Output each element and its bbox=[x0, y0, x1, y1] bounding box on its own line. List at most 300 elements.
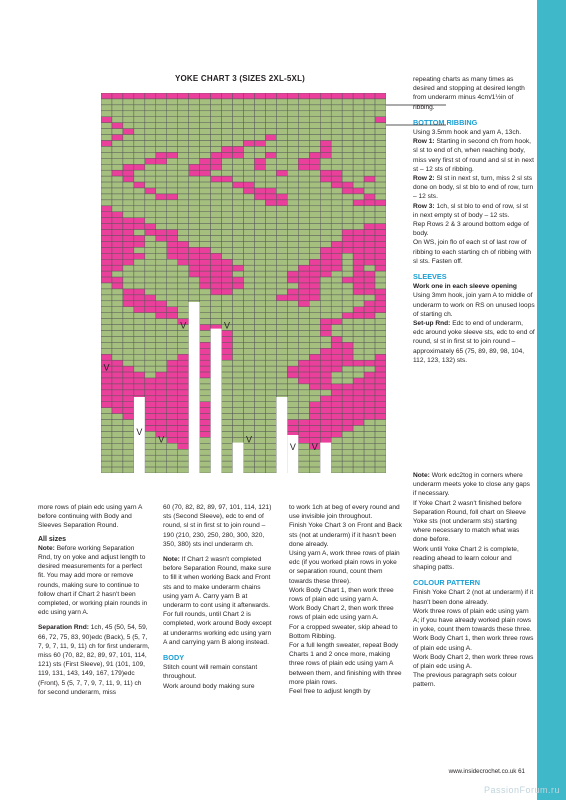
chart-cell bbox=[298, 414, 309, 420]
chart-cell bbox=[342, 360, 353, 366]
chart-cell bbox=[244, 212, 255, 218]
watermark: PassionForum.ru bbox=[483, 785, 560, 795]
chart-cell bbox=[178, 455, 189, 461]
chart-gap bbox=[233, 443, 244, 473]
chart-cell bbox=[298, 366, 309, 372]
chart-cell bbox=[200, 135, 211, 141]
chart-cell bbox=[112, 420, 123, 426]
chart-cell bbox=[233, 277, 244, 283]
chart-cell bbox=[276, 236, 287, 242]
chart-cell bbox=[375, 313, 386, 319]
paragraph bbox=[413, 174, 535, 202]
chart-cell bbox=[244, 307, 255, 313]
chart-cell bbox=[145, 135, 156, 141]
chart-cell bbox=[320, 271, 331, 277]
chart-cell bbox=[298, 277, 309, 283]
chart-cell bbox=[342, 443, 353, 449]
chart-cell bbox=[178, 307, 189, 313]
chart-cell bbox=[331, 378, 342, 384]
chart-cell bbox=[134, 141, 145, 147]
chart-cell bbox=[298, 117, 309, 123]
chart-cell bbox=[211, 206, 222, 212]
chart-cell bbox=[211, 319, 222, 325]
chart-cell bbox=[123, 271, 134, 277]
chart-cell bbox=[254, 366, 265, 372]
chart-cell bbox=[145, 289, 156, 295]
chart-cell bbox=[244, 342, 255, 348]
chart-cell bbox=[342, 277, 353, 283]
chart-cell bbox=[134, 188, 145, 194]
chart-cell bbox=[364, 182, 375, 188]
chart-cell bbox=[298, 354, 309, 360]
chart-cell bbox=[244, 467, 255, 473]
chart-cell bbox=[156, 289, 167, 295]
chart-cell bbox=[353, 443, 364, 449]
chart-cell bbox=[353, 224, 364, 230]
chart-cell bbox=[331, 146, 342, 152]
chart-cell bbox=[331, 396, 342, 402]
chart-cell bbox=[287, 206, 298, 212]
chart-cell bbox=[101, 117, 112, 123]
chart-cell bbox=[309, 301, 320, 307]
chart-cell bbox=[342, 111, 353, 117]
chart-cell bbox=[375, 348, 386, 354]
paragraph: The previous paragraph sets colour pattern. bbox=[413, 672, 517, 689]
chart-cell bbox=[178, 443, 189, 449]
stitch-marker-v: V bbox=[158, 434, 165, 445]
chart-cell bbox=[265, 141, 276, 147]
chart-cell bbox=[156, 236, 167, 242]
chart-cell bbox=[233, 301, 244, 307]
chart-cell bbox=[211, 176, 222, 182]
chart-cell bbox=[331, 354, 342, 360]
chart-cell bbox=[287, 194, 298, 200]
chart-cell bbox=[222, 152, 233, 158]
chart-cell bbox=[167, 253, 178, 259]
chart-cell bbox=[222, 117, 233, 123]
chart-cell bbox=[309, 467, 320, 473]
chart-cell bbox=[342, 307, 353, 313]
chart-cell bbox=[298, 384, 309, 390]
chart-cell bbox=[254, 135, 265, 141]
chart-cell bbox=[134, 129, 145, 135]
chart-cell bbox=[101, 461, 112, 467]
chart-cell bbox=[309, 224, 320, 230]
chart-cell bbox=[320, 176, 331, 182]
chart-cell bbox=[265, 236, 276, 242]
chart-cell bbox=[298, 265, 309, 271]
chart-cell bbox=[320, 396, 331, 402]
chart-cell bbox=[200, 408, 211, 414]
chart-cell bbox=[265, 325, 276, 331]
chart-cell bbox=[123, 354, 134, 360]
chart-cell bbox=[145, 414, 156, 420]
chart-cell bbox=[200, 360, 211, 366]
chart-cell bbox=[342, 396, 353, 402]
chart-cell bbox=[112, 146, 123, 152]
chart-cell bbox=[101, 164, 112, 170]
chart-cell bbox=[112, 230, 123, 236]
chart-cell bbox=[167, 390, 178, 396]
chart-cell bbox=[331, 408, 342, 414]
chart-cell bbox=[101, 283, 112, 289]
chart-cell bbox=[244, 241, 255, 247]
chart-cell bbox=[364, 414, 375, 420]
chart-cell bbox=[222, 342, 233, 348]
chart-cell bbox=[287, 354, 298, 360]
chart-cell bbox=[375, 123, 386, 129]
paragraph bbox=[163, 555, 276, 647]
chart-cell bbox=[254, 99, 265, 105]
chart-cell bbox=[222, 354, 233, 360]
chart-cell bbox=[101, 414, 112, 420]
chart-cell bbox=[244, 301, 255, 307]
chart-cell bbox=[254, 283, 265, 289]
chart-cell bbox=[276, 259, 287, 265]
chart-cell bbox=[189, 194, 200, 200]
chart-cell bbox=[101, 218, 112, 224]
chart-cell bbox=[353, 437, 364, 443]
chart-cell bbox=[134, 135, 145, 141]
chart-cell bbox=[167, 170, 178, 176]
chart-cell bbox=[375, 176, 386, 182]
chart-cell bbox=[309, 259, 320, 265]
chart-cell bbox=[353, 408, 364, 414]
chart-cell bbox=[156, 372, 167, 378]
chart-cell bbox=[145, 420, 156, 426]
chart-cell bbox=[309, 384, 320, 390]
chart-cell bbox=[233, 331, 244, 337]
chart-cell bbox=[364, 146, 375, 152]
chart-cell bbox=[364, 141, 375, 147]
chart-cell bbox=[244, 259, 255, 265]
chart-cell bbox=[233, 135, 244, 141]
chart-cell bbox=[123, 396, 134, 402]
chart-cell bbox=[353, 170, 364, 176]
chart-cell bbox=[134, 158, 145, 164]
chart-cell bbox=[211, 170, 222, 176]
chart-cell bbox=[156, 402, 167, 408]
chart-cell bbox=[353, 384, 364, 390]
chart-cell bbox=[145, 158, 156, 164]
chart-cell bbox=[178, 331, 189, 337]
chart-cell bbox=[167, 384, 178, 390]
chart-cell bbox=[276, 360, 287, 366]
chart-cell bbox=[309, 265, 320, 271]
chart-cell bbox=[134, 230, 145, 236]
chart-cell bbox=[112, 437, 123, 443]
chart-cell bbox=[298, 212, 309, 218]
chart-cell bbox=[222, 307, 233, 313]
chart-cell bbox=[233, 212, 244, 218]
chart-cell bbox=[178, 224, 189, 230]
chart-cell bbox=[353, 455, 364, 461]
chart-cell bbox=[200, 164, 211, 170]
chart-cell bbox=[123, 277, 134, 283]
chart-cell bbox=[375, 111, 386, 117]
paragraph: Using 3.5mm hook and yarn A, 13ch. bbox=[413, 129, 522, 137]
chart-cell bbox=[189, 271, 200, 277]
chart-cell bbox=[123, 135, 134, 141]
chart-cell bbox=[375, 206, 386, 212]
chart-cell bbox=[276, 325, 287, 331]
chart-cell bbox=[134, 182, 145, 188]
chart-cell bbox=[320, 230, 331, 236]
chart-cell bbox=[233, 348, 244, 354]
chart-cell bbox=[112, 93, 123, 99]
chart-cell bbox=[331, 200, 342, 206]
chart-cell bbox=[189, 212, 200, 218]
chart-cell bbox=[364, 354, 375, 360]
chart-cell bbox=[112, 331, 123, 337]
paragraph: Work until Yoke Chart 2 is complete, reading ahead to learn colour and shaping patts. bbox=[413, 545, 519, 572]
chart-cell bbox=[112, 325, 123, 331]
chart-cell bbox=[178, 99, 189, 105]
chart-cell bbox=[276, 182, 287, 188]
chart-cell bbox=[211, 236, 222, 242]
chart-cell bbox=[276, 117, 287, 123]
chart-cell bbox=[211, 93, 222, 99]
chart-cell bbox=[200, 461, 211, 467]
chart-cell bbox=[364, 224, 375, 230]
chart-cell bbox=[254, 259, 265, 265]
chart-cell bbox=[309, 158, 320, 164]
chart-cell bbox=[287, 146, 298, 152]
chart-cell bbox=[156, 271, 167, 277]
chart-cell bbox=[265, 224, 276, 230]
chart-cell bbox=[342, 265, 353, 271]
chart-cell bbox=[211, 289, 222, 295]
chart-cell bbox=[265, 146, 276, 152]
chart-cell bbox=[331, 105, 342, 111]
chart-cell bbox=[364, 420, 375, 426]
chart-cell bbox=[254, 301, 265, 307]
chart-cell bbox=[320, 307, 331, 313]
chart-cell bbox=[265, 241, 276, 247]
chart-cell bbox=[123, 313, 134, 319]
chart-cell bbox=[342, 295, 353, 301]
chart-cell bbox=[222, 360, 233, 366]
chart-cell bbox=[145, 176, 156, 182]
chart-cell bbox=[156, 141, 167, 147]
chart-cell bbox=[112, 176, 123, 182]
chart-cell bbox=[244, 123, 255, 129]
chart-cell bbox=[200, 253, 211, 259]
chart-cell bbox=[254, 289, 265, 295]
chart-cell bbox=[320, 212, 331, 218]
chart-cell bbox=[375, 455, 386, 461]
chart-cell bbox=[200, 194, 211, 200]
chart-cell bbox=[353, 241, 364, 247]
chart-cell bbox=[353, 331, 364, 337]
chart-cell bbox=[287, 390, 298, 396]
chart-cell bbox=[320, 265, 331, 271]
chart-cell bbox=[200, 402, 211, 408]
chart-cell bbox=[145, 259, 156, 265]
chart-cell bbox=[233, 313, 244, 319]
paragraph: Using yarn A, work three rows of plain edc (if you worked plain rows in yoke or separation round, count them towards these three). bbox=[289, 550, 400, 585]
chart-cell bbox=[287, 408, 298, 414]
chart-cell bbox=[331, 93, 342, 99]
chart-cell bbox=[342, 230, 353, 236]
chart-cell bbox=[123, 241, 134, 247]
chart-cell bbox=[189, 188, 200, 194]
chart-cell bbox=[342, 348, 353, 354]
chart-cell bbox=[298, 253, 309, 259]
chart-cell bbox=[244, 313, 255, 319]
chart-cell bbox=[364, 455, 375, 461]
chart-cell bbox=[233, 265, 244, 271]
chart-cell bbox=[200, 218, 211, 224]
chart-cell bbox=[244, 366, 255, 372]
chart-cell bbox=[353, 449, 364, 455]
chart-cell bbox=[211, 200, 222, 206]
chart-cell bbox=[244, 354, 255, 360]
chart-cell bbox=[134, 123, 145, 129]
chart-cell bbox=[254, 443, 265, 449]
note-label: Note: bbox=[413, 472, 430, 479]
pattern-column-3 bbox=[289, 503, 402, 696]
chart-cell bbox=[276, 289, 287, 295]
chart-cell bbox=[298, 129, 309, 135]
chart-cell bbox=[309, 295, 320, 301]
chart-cell bbox=[309, 360, 320, 366]
chart-cell bbox=[178, 342, 189, 348]
chart-cell bbox=[254, 414, 265, 420]
chart-cell bbox=[156, 295, 167, 301]
chart-cell bbox=[123, 402, 134, 408]
chart-cell bbox=[178, 123, 189, 129]
chart-cell bbox=[134, 283, 145, 289]
chart-cell bbox=[244, 449, 255, 455]
chart-cell bbox=[145, 336, 156, 342]
chart-cell bbox=[233, 105, 244, 111]
chart-cell bbox=[342, 241, 353, 247]
chart-cell bbox=[244, 247, 255, 253]
chart-cell bbox=[222, 170, 233, 176]
chart-cell bbox=[123, 449, 134, 455]
chart-cell bbox=[342, 431, 353, 437]
chart-cell bbox=[331, 277, 342, 283]
chart-cell bbox=[134, 200, 145, 206]
chart-cell bbox=[309, 390, 320, 396]
chart-cell bbox=[156, 93, 167, 99]
chart-cell bbox=[309, 176, 320, 182]
chart-cell bbox=[375, 135, 386, 141]
chart-cell bbox=[123, 230, 134, 236]
chart-cell bbox=[101, 295, 112, 301]
chart-cell bbox=[211, 283, 222, 289]
chart-cell bbox=[254, 117, 265, 123]
paragraph: Finish Yoke Chart 3 on Front and Back sts (not at underarm) if it hasn't been done already. bbox=[289, 522, 402, 548]
chart-cell bbox=[178, 402, 189, 408]
chart-cell bbox=[298, 105, 309, 111]
chart-cell bbox=[178, 265, 189, 271]
chart-cell bbox=[123, 336, 134, 342]
chart-cell bbox=[287, 230, 298, 236]
chart-cell bbox=[254, 455, 265, 461]
chart-cell bbox=[123, 265, 134, 271]
chart-cell bbox=[331, 426, 342, 432]
chart-cell bbox=[134, 313, 145, 319]
chart-cell bbox=[233, 194, 244, 200]
chart-cell bbox=[375, 366, 386, 372]
chart-cell bbox=[298, 188, 309, 194]
chart-cell bbox=[156, 396, 167, 402]
chart-cell bbox=[222, 336, 233, 342]
chart-cell bbox=[244, 236, 255, 242]
chart-cell bbox=[298, 331, 309, 337]
chart-cell bbox=[200, 206, 211, 212]
chart-cell bbox=[134, 253, 145, 259]
chart-cell bbox=[167, 194, 178, 200]
chart-cell bbox=[244, 194, 255, 200]
chart-cell bbox=[145, 200, 156, 206]
chart-cell bbox=[222, 141, 233, 147]
chart-cell bbox=[309, 241, 320, 247]
chart-cell bbox=[331, 384, 342, 390]
chart-cell bbox=[244, 408, 255, 414]
chart-cell bbox=[211, 111, 222, 117]
chart-cell bbox=[276, 348, 287, 354]
chart-cell bbox=[265, 283, 276, 289]
chart-cell bbox=[320, 224, 331, 230]
chart-cell bbox=[364, 277, 375, 283]
chart-cell bbox=[298, 467, 309, 473]
chart-cell bbox=[244, 200, 255, 206]
chart-cell bbox=[156, 348, 167, 354]
chart-cell bbox=[145, 396, 156, 402]
chart-cell bbox=[222, 331, 233, 337]
chart-cell bbox=[331, 360, 342, 366]
chart-cell bbox=[233, 253, 244, 259]
chart-cell bbox=[331, 259, 342, 265]
chart-cell bbox=[233, 224, 244, 230]
note-label: Note: bbox=[38, 544, 55, 552]
chart-cell bbox=[101, 146, 112, 152]
chart-cell bbox=[101, 467, 112, 473]
chart-cell bbox=[244, 99, 255, 105]
chart-cell bbox=[364, 307, 375, 313]
chart-cell bbox=[123, 247, 134, 253]
chart-cell bbox=[331, 402, 342, 408]
chart-cell bbox=[123, 224, 134, 230]
chart-cell bbox=[178, 247, 189, 253]
chart-cell bbox=[156, 99, 167, 105]
chart-cell bbox=[254, 93, 265, 99]
chart-cell bbox=[189, 93, 200, 99]
chart-cell bbox=[342, 105, 353, 111]
chart-cell bbox=[200, 176, 211, 182]
chart-cell bbox=[167, 366, 178, 372]
note-text: Work edc2tog in corners where underarm meets yoke to close any gaps if necessary. bbox=[413, 472, 530, 498]
chart-cell bbox=[364, 158, 375, 164]
chart-cell bbox=[189, 265, 200, 271]
chart-cell bbox=[200, 331, 211, 337]
chart-cell bbox=[233, 200, 244, 206]
chart-cell bbox=[222, 301, 233, 307]
chart-cell bbox=[265, 176, 276, 182]
chart-cell bbox=[233, 182, 244, 188]
chart-cell bbox=[309, 230, 320, 236]
chart-cell bbox=[189, 152, 200, 158]
chart-cell bbox=[167, 319, 178, 325]
chart-cell bbox=[342, 331, 353, 337]
chart-cell bbox=[342, 455, 353, 461]
chart-cell bbox=[309, 129, 320, 135]
chart-cell bbox=[200, 426, 211, 432]
chart-cell bbox=[298, 372, 309, 378]
